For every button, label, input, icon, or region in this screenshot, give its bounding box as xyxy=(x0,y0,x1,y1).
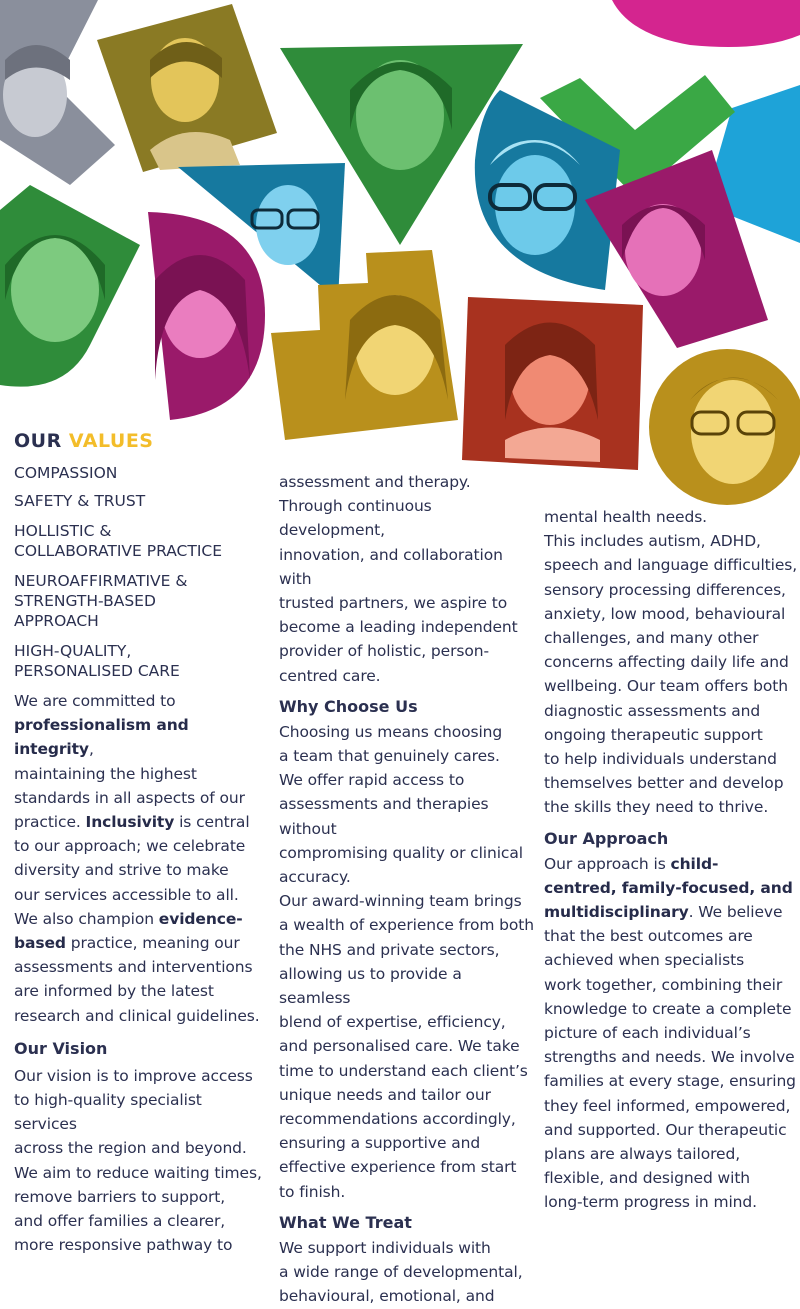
values-list xyxy=(14,463,264,681)
emph-based: based xyxy=(14,934,66,953)
value-safety-trust: SAFETY & TRUST xyxy=(14,492,146,510)
emph-centred: centred, family-focused, and xyxy=(544,878,793,897)
value-neuro-line3: APPROACH xyxy=(14,612,99,630)
values-title-part1: OUR xyxy=(14,430,62,452)
value-compassion: COMPASSION xyxy=(14,464,118,482)
portrait-yellow-circle xyxy=(649,349,800,505)
values-title xyxy=(14,430,264,452)
portrait-yellow-tile xyxy=(97,4,277,172)
value-neuro-line2: STRENGTH-BASED xyxy=(14,592,156,610)
value-neuro-line1: NEUROAFFIRMATIVE & xyxy=(14,572,188,590)
column-1 xyxy=(14,430,264,1257)
approach-heading: Our Approach xyxy=(544,828,669,848)
vision-continued-paragraph: assessment and therapy. Through continuous development, innovation, and collaboration with trusted partners, we aspire to become a leading independent provider of holistic, person- centred care. xyxy=(279,473,518,685)
values-title-accent: VALUES xyxy=(68,430,154,452)
value-quality-line1: HIGH-QUALITY, xyxy=(14,642,132,660)
emph-child: child- xyxy=(670,854,719,873)
value-quality-line2: PERSONALISED CARE xyxy=(14,662,180,680)
portrait-magenta-halfcircle xyxy=(148,212,265,420)
what-we-treat-continued-paragraph: mental health needs. This includes autism, ADHD, speech and language difficulties, sensory processing differences, anxiety, low mood, behavioural challenges, and many other concerns affecting daily life and wellbeing. Our team offers both diagnostic assessments and ongoing therapeutic support to help individuals understand themselves better and develop the skills they need to thrive. xyxy=(544,508,798,817)
why-choose-heading: Why Choose Us xyxy=(279,696,418,716)
vision-heading: Our Vision xyxy=(14,1038,108,1058)
vision-paragraph: Our vision is to improve access to high-quality specialist services across the region and beyond. We aim to reduce waiting times, remove barriers to support, and offer families a clearer, more responsive pathway to xyxy=(14,1066,262,1255)
commitment-paragraph: We are committed to professionalism and integrity, maintaining the highest standards in all aspects of our practice. Inclusivity is central to our approach; we celebrate diversity and strive to make our services accessible to all. We also champion evidence- based practice, meaning our assessments and interventions are informed by the latest research and clinical guidelines. xyxy=(14,692,260,1025)
magenta-blob xyxy=(612,0,800,47)
column-2 xyxy=(279,470,534,1309)
column-3 xyxy=(544,505,800,1215)
approach-paragraph: Our approach is child- centred, family-focused, and multidisciplinary. We believe that the best outcomes are achieved when specialists work together, combining their knowledge to create a complete picture of each individual’s strengths and needs. We involve families at every stage, ensuring they feel informed, empowered, and supported. Our therapeutic plans are always tailored, flexible, and designed with long-term progress in mind. xyxy=(544,854,796,1212)
what-we-treat-paragraph: We support individuals with a wide range of developmental, behavioural, emotional, and xyxy=(279,1238,523,1306)
portrait-grey-tile xyxy=(0,0,115,185)
emph-professionalism: professionalism and integrity xyxy=(14,716,189,759)
what-we-treat-heading: What We Treat xyxy=(279,1212,412,1232)
value-holistic-line2: COLLABORATIVE PRACTICE xyxy=(14,542,223,560)
portrait-red-tile xyxy=(462,297,643,470)
emph-inclusivity: Inclusivity xyxy=(85,813,175,832)
emph-evidence: evidence- xyxy=(158,909,243,928)
emph-multidisciplinary: multidisciplinary xyxy=(544,903,689,922)
why-choose-paragraph: Choosing us means choosing a team that genuinely cares. We offer rapid access to assessments and therapies without compromising quality or clinical accuracy. Our award-winning team brings a wealth of experience from both the NHS and private sectors, allowing us to provide a seamless blend of expertise, efficiency, and personalised care. We take time to understand each client’s unique needs and tailor our recommendations accordingly, ensuring a supportive and effective experience from start to finish. xyxy=(279,722,534,1201)
portrait-green-shape xyxy=(0,185,140,387)
portrait-yellow-step xyxy=(271,250,458,440)
value-holistic-line1: HOLLISTIC & xyxy=(14,522,112,540)
